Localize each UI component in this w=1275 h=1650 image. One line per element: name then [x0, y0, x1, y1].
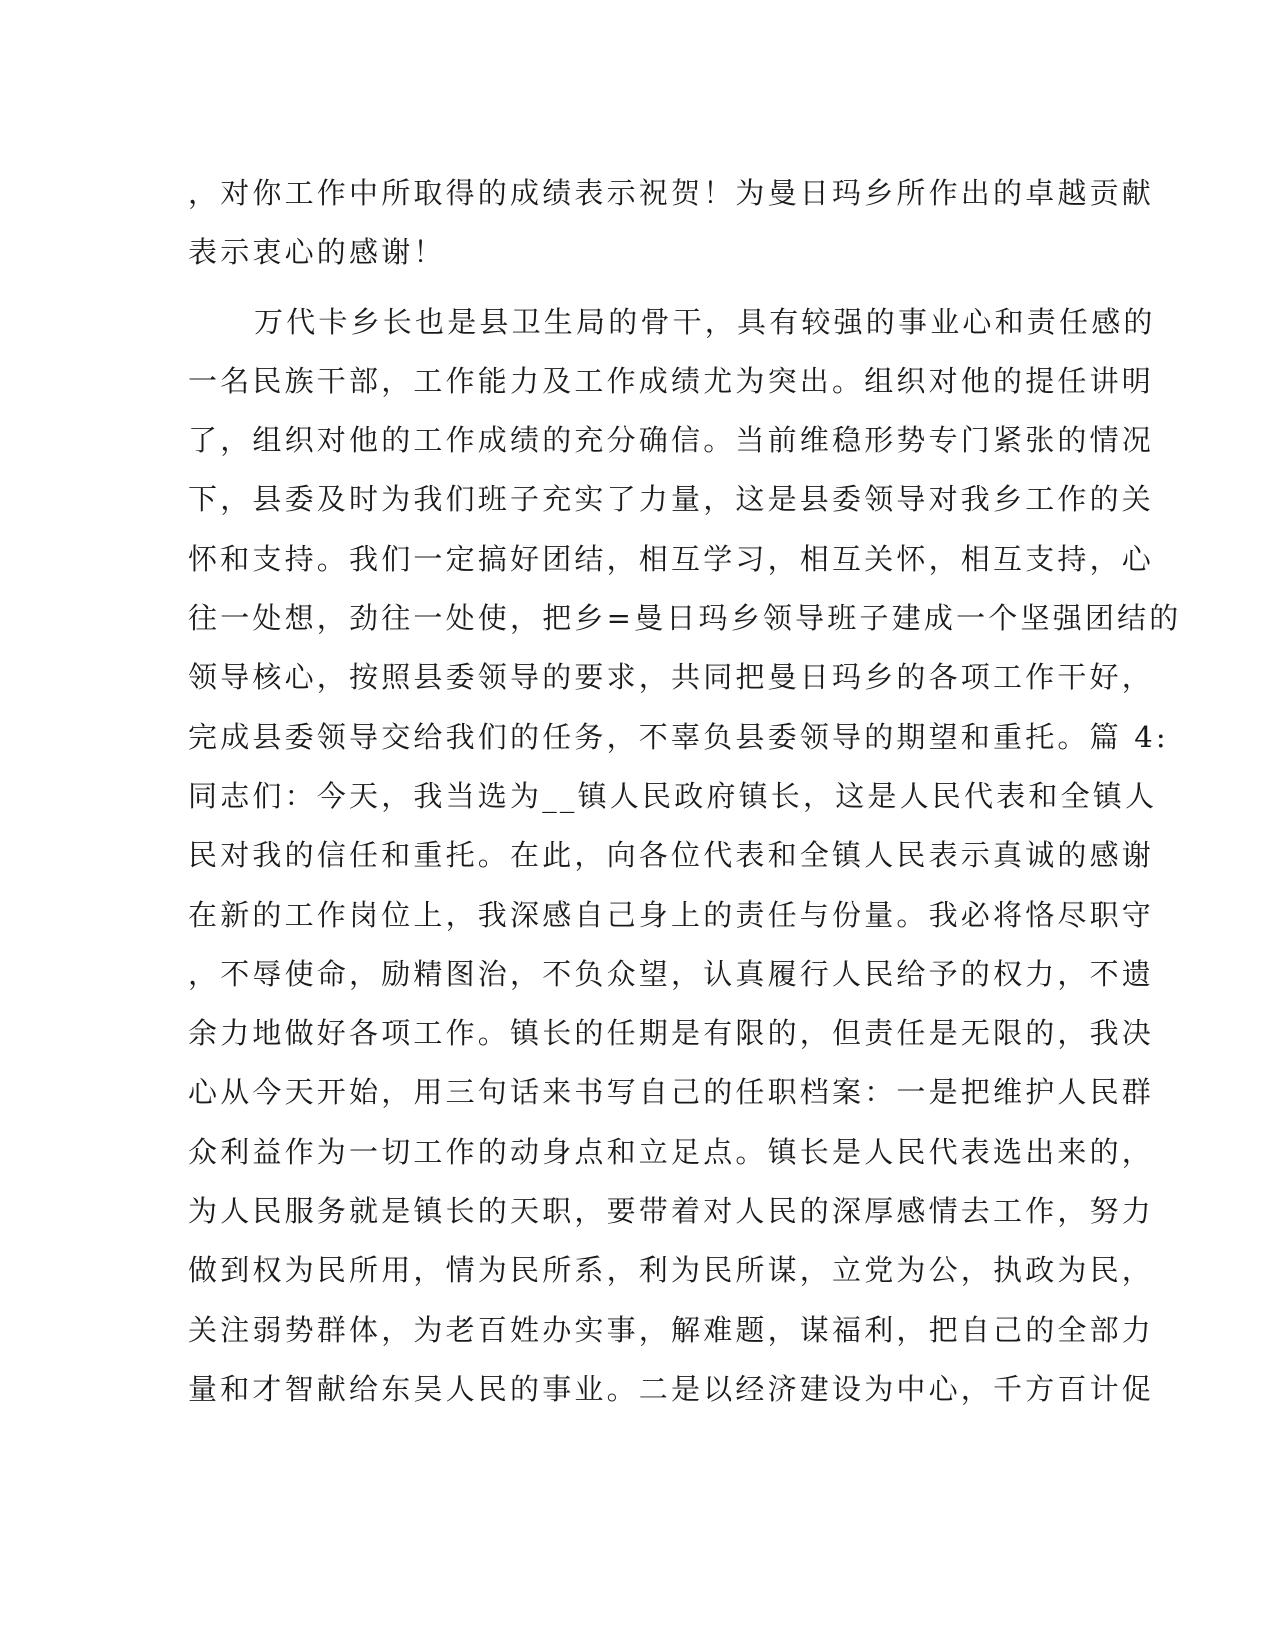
- document-body: [188, 164, 1182, 1419]
- text-line: 完成县委领导交给我们的任务，不辜负县委领导的期望和重托。篇 4:: [188, 719, 1169, 754]
- text-line: ，不辱使命，励精图治，不负众望，认真履行人民给予的权力，不遗: [188, 956, 1155, 991]
- text-line: 怀和支持。我们一定搞好团结，相互学习，相互关怀，相互支持，心: [188, 541, 1155, 576]
- text-line: ，对你工作中所取得的成绩表示祝贺！为曼日玛乡所作出的卓越贡献: [188, 176, 1155, 210]
- text-line: 众利益作为一切工作的动身点和立足点。镇长是人民代表选出来的，: [188, 1134, 1155, 1169]
- text-line: 关注弱势群体，为老百姓办实事，解难题，谋福利，把自己的全部力: [188, 1312, 1155, 1347]
- text-line: 量和才智献给东吴人民的事业。二是以经济建设为中心，千方百计促: [188, 1371, 1155, 1406]
- text-line: 同志们：今天，我当选为__镇人民政府镇长，这是人民代表和全镇人: [188, 778, 1158, 813]
- text-line: 下，县委及时为我们班子充实了力量，这是县委领导对我乡工作的关: [188, 482, 1155, 517]
- text-line: 了，组织对他的工作成绩的充分确信。当前维稳形势专门紧张的情况: [188, 423, 1155, 458]
- paragraph-first-line: 万代卡乡长也是县卫生局的骨干，具有较强的事业心和责任感的: [254, 304, 1156, 339]
- text-line: 心从今天开始，用三句话来书写自己的任职档案：一是把维护人民群: [188, 1075, 1155, 1110]
- text-line: 在新的工作岗位上，我深感自己身上的责任与份量。我必将恪尽职守: [188, 897, 1155, 932]
- text-line: 一名民族干部，工作能力及工作成绩尤为突出。组织对他的提任讲明: [188, 363, 1155, 398]
- text-line: 往一处想，劲往一处使，把乡=曼日玛乡领导班子建成一个坚强团结的: [188, 601, 1182, 636]
- text-line: 表示衷心的感谢！: [188, 235, 446, 270]
- text-line: 做到权为民所用，情为民所系，利为民所谋，立党为公，执政为民，: [188, 1253, 1155, 1288]
- text-line: 领导核心，按照县委领导的要求，共同把曼日玛乡的各项工作干好，: [188, 660, 1155, 695]
- text-line: 余力地做好各项工作。镇长的任期是有限的，但责任是无限的，我决: [188, 1016, 1155, 1051]
- text-line: 民对我的信任和重托。在此，向各位代表和全镇人民表示真诚的感谢: [188, 838, 1155, 873]
- text-line: 为人民服务就是镇长的天职，要带着对人民的深厚感情去工作，努力: [188, 1194, 1155, 1229]
